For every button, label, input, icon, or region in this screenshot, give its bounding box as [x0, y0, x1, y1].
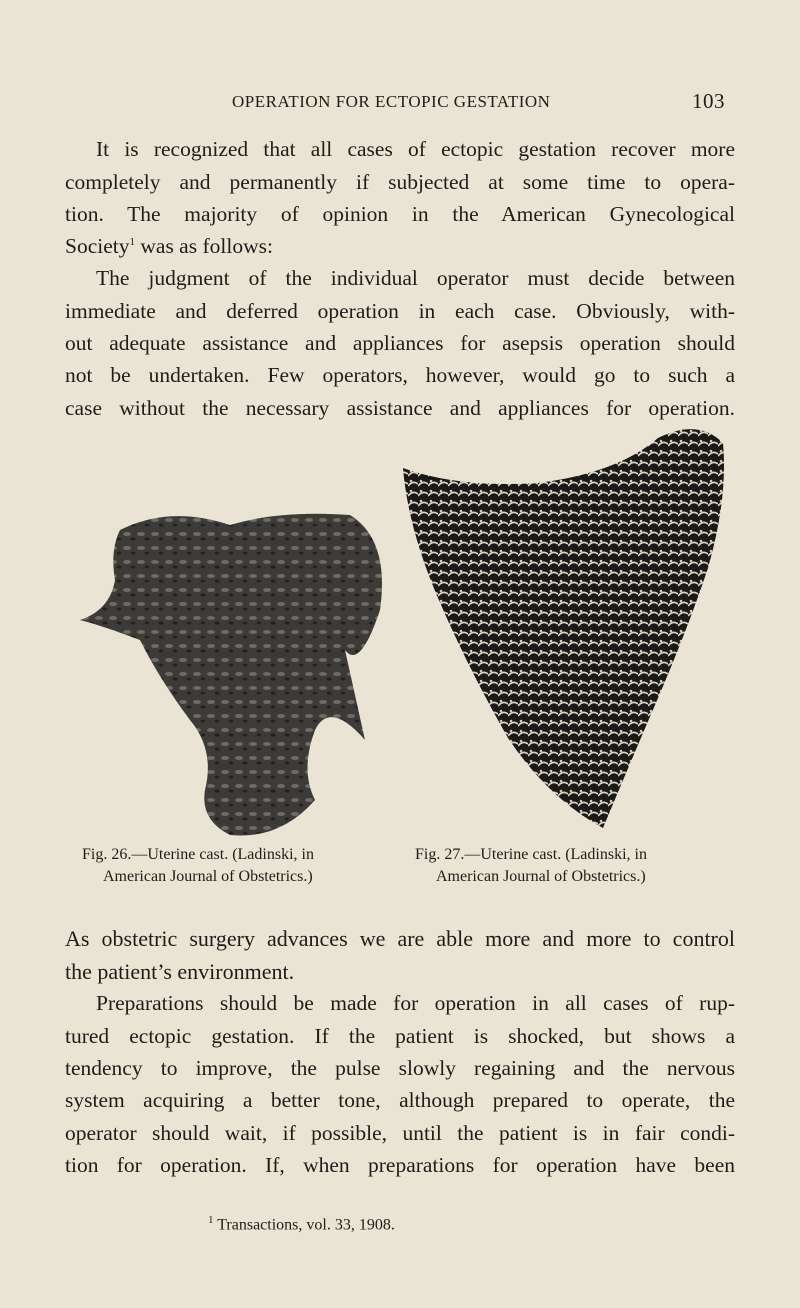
footnote-text: Transactions, vol. 33, 1908. — [213, 1216, 395, 1234]
text-line — [65, 234, 735, 259]
text-line: system acquiring a better tone, although prepared to operate, the — [65, 1088, 735, 1112]
text-line: The judgment of the individual operator must decide between — [96, 266, 735, 290]
text-line: tendency to improve, the pulse slowly regaining and the nervous — [65, 1056, 735, 1080]
figure-27-image — [398, 418, 728, 833]
page-number: 103 — [692, 89, 725, 113]
running-title: OPERATION FOR ECTOPIC GESTATION — [232, 92, 551, 111]
figure-27-caption: Fig. 27.—Uterine cast. (Ladinski, in — [415, 846, 647, 863]
footnote-marker: 1 — [208, 1214, 214, 1226]
figure-26-image — [80, 500, 395, 840]
figure-27-caption: American Journal of Obstetrics.) — [436, 868, 646, 885]
text-line: It is recognized that all cases of ectopic gestation recover more — [96, 137, 735, 161]
figure-26-caption: American Journal of Obstetrics.) — [103, 868, 313, 885]
text-line: not be undertaken. Few operators, however, would go to such a — [65, 363, 735, 387]
text-line: case without the necessary assistance and appliances for operation. — [65, 396, 735, 420]
figure-26-caption: Fig. 26.—Uterine cast. (Ladinski, in — [82, 846, 314, 863]
text-line: tion. The majority of opinion in the American Gynecological — [65, 202, 735, 226]
text-line: operator should wait, if possible, until the patient is in fair condi- — [65, 1121, 735, 1145]
text-line: tion for operation. If, when preparations for operation have been — [65, 1153, 735, 1177]
text-line: tured ectopic gestation. If the patient is shocked, but shows a — [65, 1024, 735, 1048]
text-line: As obstetric surgery advances we are able more and more to control — [65, 926, 735, 951]
text-line: out adequate assistance and appliances for asepsis operation should — [65, 331, 735, 355]
text-line: the patient’s environment. — [65, 959, 295, 984]
text: was as follows: — [135, 234, 273, 258]
text-line: immediate and deferred operation in each case. Obviously, with- — [65, 299, 735, 323]
text-line: Preparations should be made for operation in all cases of rup- — [96, 991, 735, 1015]
text-line: completely and permanently if subjected at some time to opera- — [65, 170, 735, 194]
text: Society — [65, 234, 130, 258]
footnote-ref[interactable]: 1 — [129, 235, 135, 248]
footnote — [208, 1214, 395, 1234]
